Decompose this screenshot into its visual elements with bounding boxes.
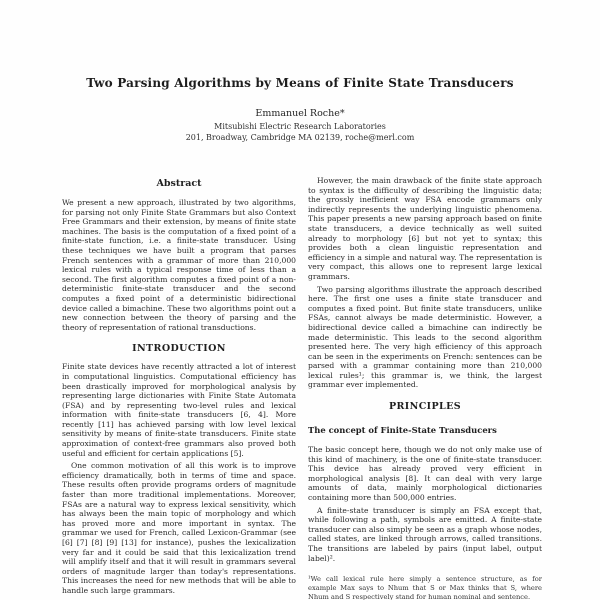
introduction-heading: INTRODUCTION: [132, 343, 226, 355]
right-column: [308, 176, 542, 600]
fst-subsection-heading: The concept of Finite-State Transducers: [308, 425, 497, 436]
abstract-body: We present a new approach, illustrated by two algorithms, for parsing not only Finite State Grammars but also Context Free Grammars and their extension, by means of finite state machines. The basis is the computation of a fixed point of a finite-state function, i.e. a finite-state transducer. Using these techniques we have built a program that parses French sentences with a grammar of more than 210,000 lexical rules with a typical response time of less than a second. The first algorithm computes a fixed point of a non-deterministic finite-state transducer and the second computes a fixed point of a deterministic bidirectional device called a bimachine. These two algorithms point out a new connection between the theory of parsing and the theory of representation of rational transductions.: [62, 198, 296, 332]
left-column: [62, 176, 296, 600]
abstract-heading: Abstract: [156, 178, 202, 189]
body-paragraph-1: However, the main drawback of the finite state approach to syntax is the difficulty of describing the linguistic data; the grossly inefficient way FSA encode grammars only indirectly represents the underlying linguistic phenomena. This paper presents a new parsing approach based on finite state transducers, a device technically as well suited already to morphology [6] but not yet to syntax; this provides both a clean linguistic representation and efficiency in a simple and natural way. The representation is very compact, this allows one to represent large lexical grammars.: [308, 176, 542, 281]
author-name: Emmanuel Roche*: [255, 108, 345, 119]
author-block: [0, 108, 600, 142]
title-block: [0, 76, 600, 90]
author-address: 201, Broadway, Cambridge MA 02139, roche@merl.com: [185, 133, 415, 142]
two-column-body: [62, 176, 542, 600]
page-title: Two Parsing Algorithms by Means of Finite State Transducers: [86, 76, 514, 90]
introduction-paragraph-2: One common motivation of all this work is to improve efficiency dramatically, both in terms of time and space. These results often provide programs orders of magnitude faster than more traditional implementations. Moreover, FSAs are a natural way to express lexical sensitivity, which has always been the main topic of morphology and which has proved more and more important in syntax. The grammar we used for French, called Lexicon-Grammar (see [6] [7] [8] [9] [13] for instance), pushes the lexicalization very far and it could be said that this lexicalization trend will amplify itself and that it will result in grammars several orders of magnitude larger than today's representations. This increases the need for new methods that will be able to handle such large grammars.: [62, 461, 296, 595]
principles-heading: PRINCIPLES: [388, 401, 462, 413]
footnote-text: ¹We call lexical rule here simply a sentence structure, as for example Max says to Nhum that S or Max thinks that S, where Nhum and S respectively stand for human nominal and sentence.: [308, 575, 542, 600]
introduction-paragraph-1: Finite state devices have recently attracted a lot of interest in computational linguistics. Computational efficiency has been drastically improved for morphological analysis by representing large dictionaries with Finite State Automata (FSA) and by representing two-level rules and lexical information with finite-state transducers [6, 4]. More recently [11] has achieved parsing with low level lexical sensitivity by means of finite-state transducers. Finite state approximation of context-free grammars also proved both useful and efficient for certain applications [5].: [62, 362, 296, 458]
principles-paragraph-1: The basic concept here, though we do not only make use of this kind of machinery, is the one of finite-state transducer. This device has already proved very efficient in morphological analysis [8]. It can deal with very large amounts of data, mainly morphological dictionaries containing more than 500,000 entries.: [308, 445, 542, 503]
author-affiliation: Mitsubishi Electric Research Laboratories: [214, 122, 386, 131]
principles-paragraph-2: A finite-state transducer is simply an FSA except that, while following a path, symbols are emitted. A finite-state transducer can also simply be seen as a graph whose nodes, called states, are linked through arrows, called transitions. The transitions are labeled by pairs (input label, output label)².: [308, 505, 542, 563]
body-paragraph-2: Two parsing algorithms illustrate the approach described here. The first one uses a finite state transducer and computes a fixed point. But finite state transducers, unlike FSAs, cannot always be made deterministic. However, a bidirectional device called a bimachine can indirectly be made deterministic. This leads to the second algorithm presented here. The very high efficiency of this approach can be seen in the experiments on French: sentences can be parsed with a grammar containing more than 210,000 lexical rules¹; this grammar is, we think, the largest grammar ever implemented.: [308, 284, 542, 390]
